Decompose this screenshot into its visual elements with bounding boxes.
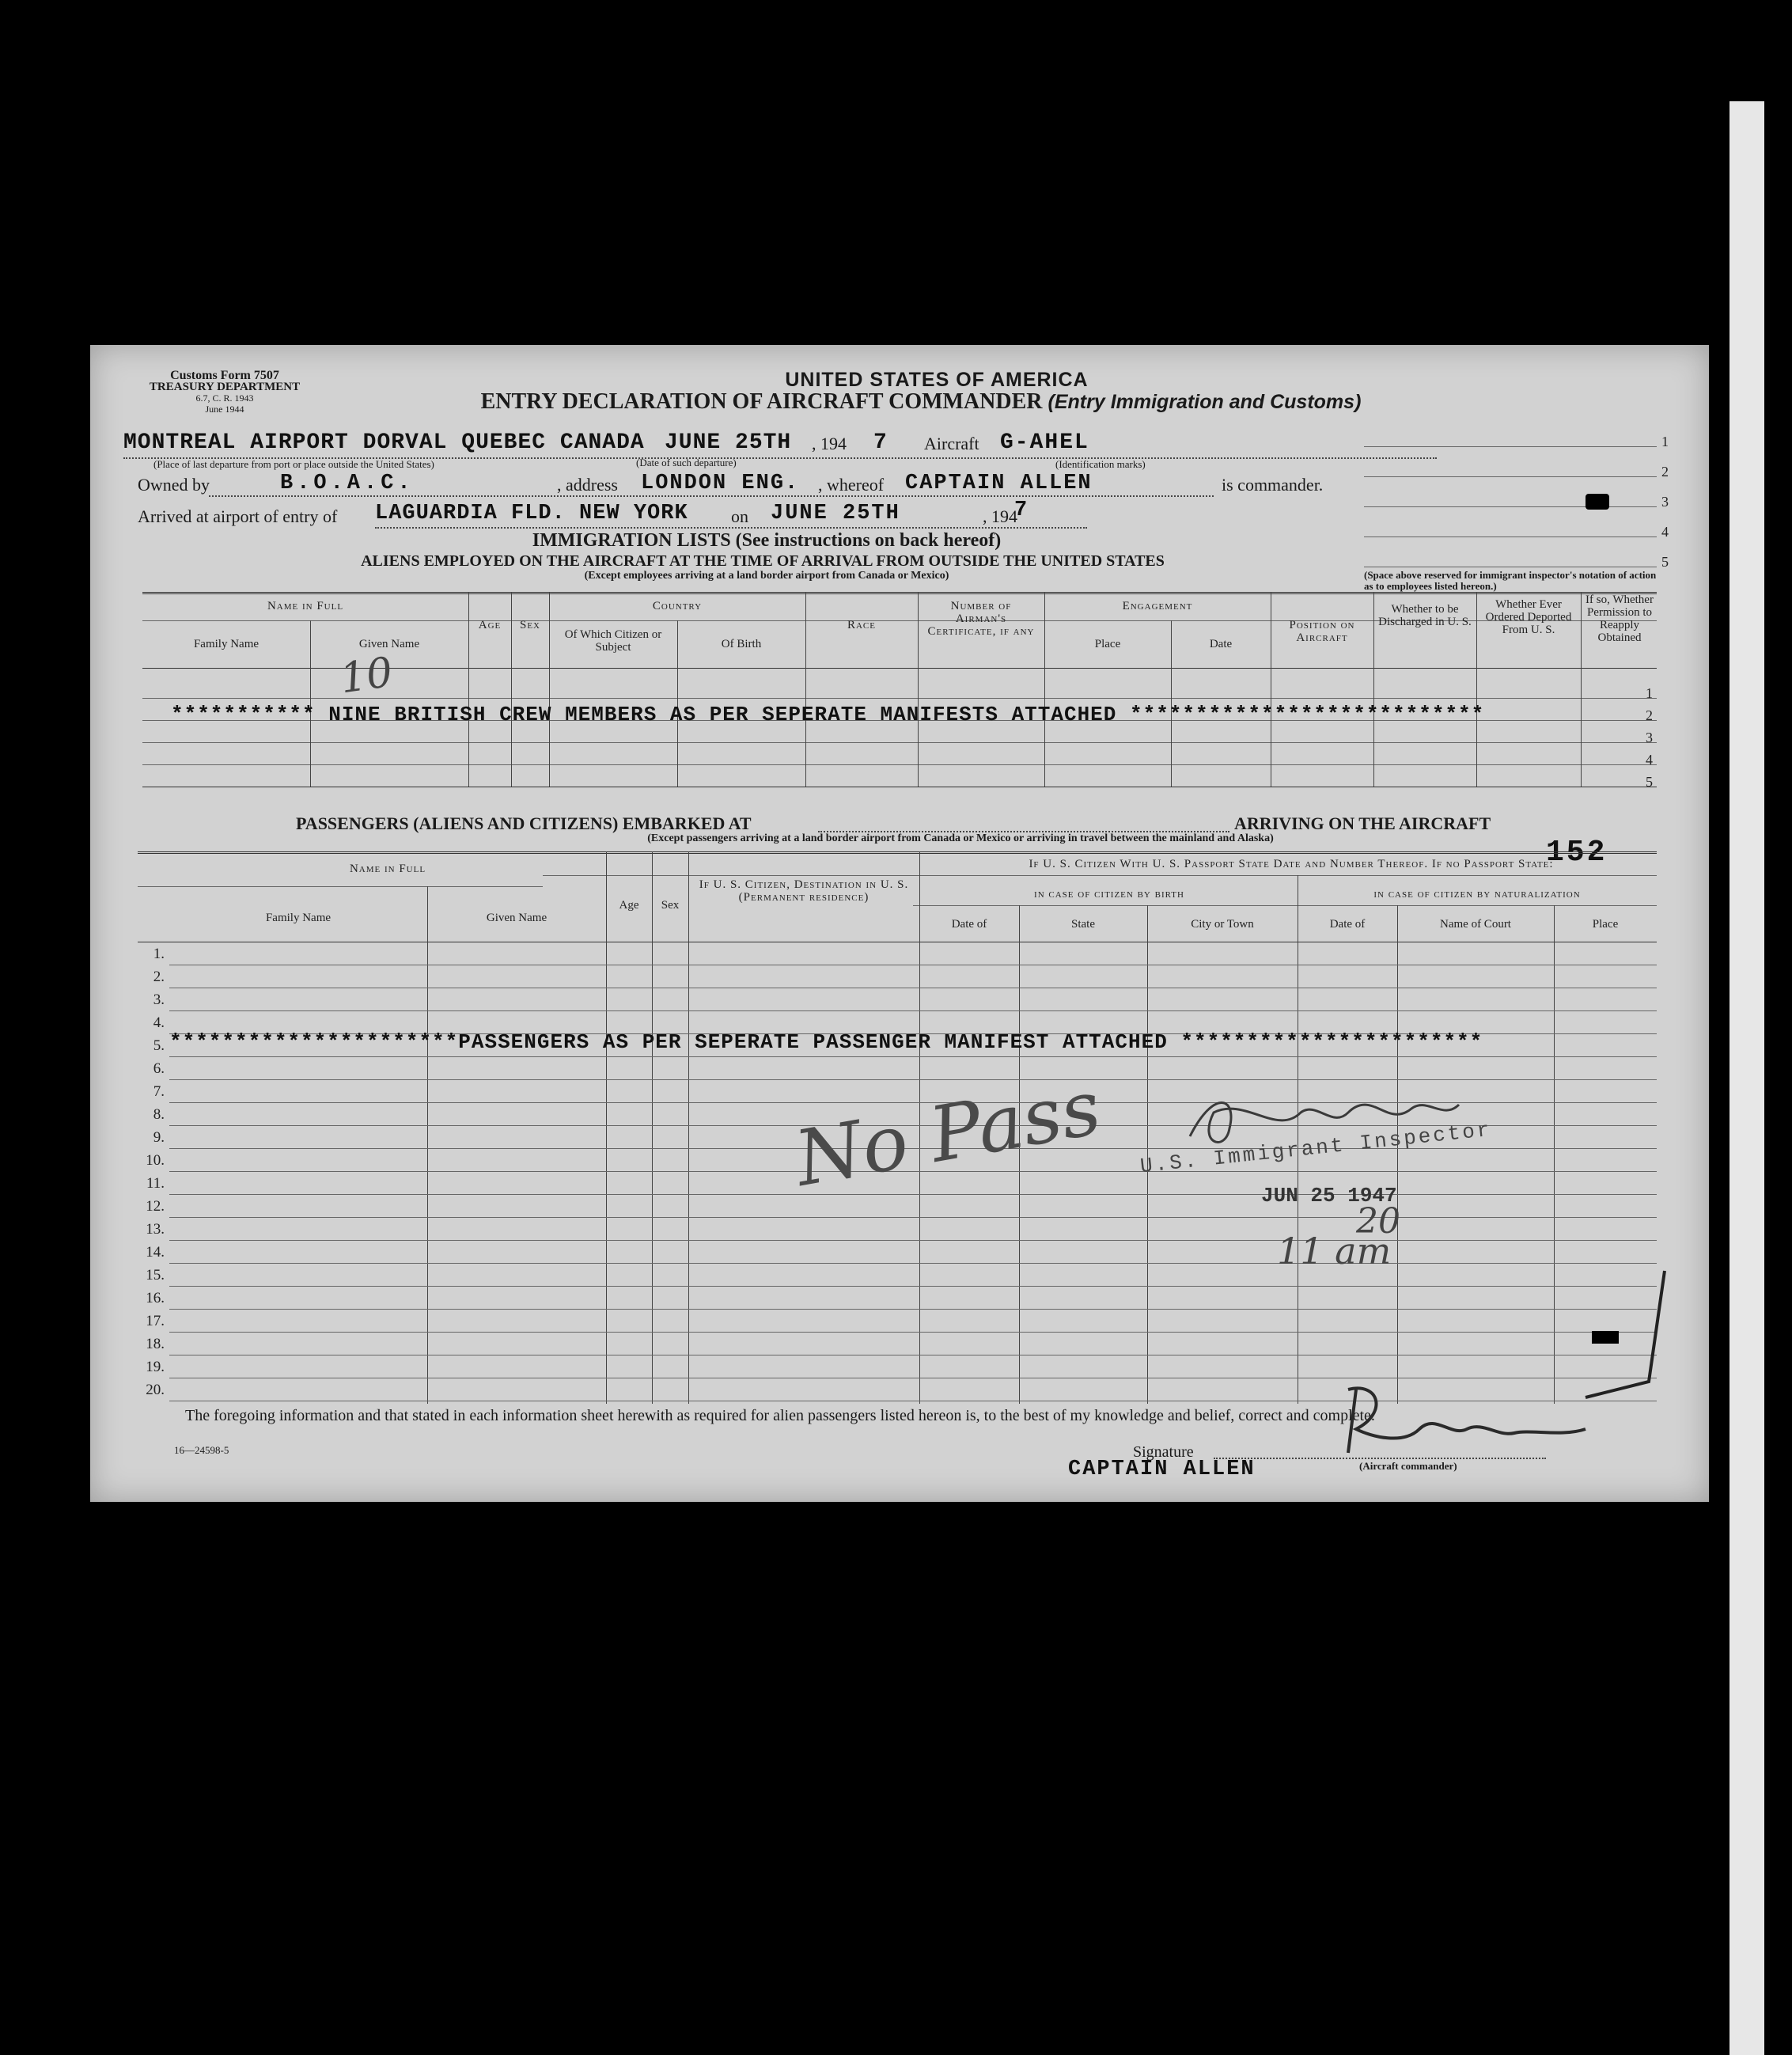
crew-header-permission: If so, Whether Permission to Reapply Obtained: [1586, 593, 1654, 644]
passengers-heading-right: ARRIVING ON THE AIRCRAFT: [1234, 813, 1491, 833]
crew-header-country: Country: [652, 600, 703, 612]
passenger-entry: **********************PASSENGERS AS PER SEPERATE PASSENGER MANIFEST ATTACHED ***********************: [169, 1030, 1483, 1054]
crew-row-number: 5: [1646, 774, 1653, 790]
handwritten-no-pass: No Pass: [789, 1063, 1108, 1204]
passenger-row-number: 17.: [146, 1313, 165, 1329]
form-title: [328, 389, 1514, 415]
pass-header-by-birth: in case of citizen by birth: [1034, 888, 1184, 900]
print-code: 16—24598-5: [174, 1444, 229, 1456]
arrival-year-prefix: , 194: [983, 506, 1017, 526]
passenger-row-number: 3.: [153, 991, 165, 1008]
passenger-row-number: 15.: [146, 1267, 165, 1283]
form-department: TREASURY DEPARTMENT: [149, 381, 301, 393]
pass-header-family: Family Name: [265, 912, 332, 924]
passenger-row-line: [169, 1332, 1657, 1333]
stamp-date: JUN 25 1947: [1261, 1184, 1397, 1208]
passenger-count: 152: [1546, 836, 1608, 870]
passenger-row-number: 7.: [153, 1083, 165, 1100]
certification-statement: The foregoing information and that stated in each information sheet herewith as required for alien passengers listed hereon is, to the best of my knowledge and belief, correct and complete.: [185, 1407, 1375, 1424]
whereof-label: , whereof: [818, 475, 885, 495]
immigration-lists-heading: IMMIGRATION LISTS (See instructions on back hereof): [532, 530, 1002, 551]
crew-handwritten-count: 10: [337, 648, 396, 703]
passenger-row-line: [169, 1056, 1657, 1057]
passenger-row-line: [169, 1217, 1657, 1218]
owned-by-label: Owned by: [138, 475, 210, 495]
aircraft-label: Aircraft: [924, 434, 979, 453]
passenger-row-number: 13.: [146, 1221, 165, 1238]
passenger-row-number: 8.: [153, 1106, 165, 1123]
signer-caption: (Aircraft commander): [1359, 1460, 1457, 1472]
passenger-row-number: 14.: [146, 1244, 165, 1261]
ink-blot: [1592, 1331, 1619, 1344]
passenger-row-line: [169, 1286, 1657, 1287]
country-title: UNITED STATES OF AMERICA: [785, 369, 1089, 391]
crew-header-cert: Number of Airman's Certificate, if any: [927, 600, 1035, 638]
form-date: June 1944: [205, 404, 244, 415]
passenger-row-line: [169, 1194, 1657, 1195]
pass-header-name: Name in Full: [349, 863, 426, 875]
passenger-row-number: 18.: [146, 1336, 165, 1352]
adjacent-page-strip: [1729, 101, 1764, 2055]
arrived-label: Arrived at airport of entry of: [138, 506, 338, 526]
arrival-on-label: on: [731, 506, 748, 526]
owner-address: LONDON ENG.: [641, 472, 800, 495]
crew-header-deported: Whether Ever Ordered Deported From U. S.: [1485, 598, 1572, 636]
crew-entry: *********** NINE BRITISH CREW MEMBERS AS PER SEPERATE MANIFESTS ATTACHED ***************************: [171, 703, 1485, 726]
crew-table: [142, 592, 1657, 829]
pass-header-city: City or Town: [1191, 918, 1254, 931]
ident-marks-caption: (Identification marks): [1055, 458, 1146, 470]
departure-date-caption: (Date of such departure): [636, 457, 737, 468]
crew-header-position: Position on Aircraft: [1289, 619, 1355, 644]
departure-year-prefix: , 194: [812, 434, 847, 453]
crew-header-birth: Of Birth: [721, 638, 762, 650]
passenger-row-number: 20.: [146, 1382, 165, 1398]
inspector-line-number: 1: [1661, 434, 1669, 449]
form-cr: 6.7, C. R. 1943: [195, 392, 254, 404]
crew-header-place: Place: [1094, 638, 1121, 650]
arrival-date: JUNE 25TH: [771, 502, 900, 525]
inspector-signature: [1182, 1081, 1625, 1168]
owner-name: B.O.A.C.: [280, 472, 415, 495]
address-label: , address: [557, 475, 618, 495]
passenger-row-line: [169, 1079, 1657, 1080]
inspector-line-number: 5: [1661, 554, 1669, 570]
passenger-row-number: 12.: [146, 1198, 165, 1215]
form-title-main: ENTRY DECLARATION OF AIRCRAFT COMMANDER: [480, 389, 1043, 414]
arrival-year-digit: 7: [1014, 499, 1029, 522]
passengers-note: (Except passengers arriving at a land border airport from Canada or Mexico or arriving in travel between the mainland and Alaska): [647, 832, 1274, 844]
pass-header-state: State: [1071, 918, 1095, 931]
crew-header-age: Age: [478, 619, 502, 631]
pass-header-age: Age: [619, 899, 639, 912]
inspector-line-number: 3: [1661, 494, 1669, 510]
crew-header-engagement: Engagement: [1122, 600, 1193, 612]
passenger-row-number: 6.: [153, 1060, 165, 1077]
crew-header-given: Given Name: [358, 638, 420, 650]
crew-header-name: Name in Full: [267, 600, 344, 612]
pass-header-given: Given Name: [486, 912, 547, 924]
inspector-line-number: 2: [1661, 464, 1669, 480]
passenger-row-line: [169, 1240, 1657, 1241]
crew-header-sex: Sex: [519, 619, 540, 631]
crew-row-number: 4: [1646, 752, 1653, 768]
arrival-airport: LAGUARDIA FLD. NEW YORK: [375, 502, 688, 525]
form-id-block: [130, 370, 320, 415]
passengers-heading: PASSENGERS (ALIENS AND CITIZENS) EMBARKED AT: [296, 813, 752, 833]
aircraft-id: G-AHEL: [1000, 430, 1089, 455]
passenger-row-number: 16.: [146, 1290, 165, 1306]
departure-date: JUNE 25TH: [665, 430, 792, 455]
passenger-row-line: [169, 1010, 1657, 1011]
crew-header-race: Race: [847, 619, 876, 631]
pass-header-court: Name of Court: [1440, 918, 1511, 931]
crew-header-citizen: Of Which Citizen or Subject: [564, 628, 662, 654]
crew-row-number: 2: [1646, 707, 1653, 723]
commander-name: CAPTAIN ALLEN: [905, 472, 1093, 495]
departure-place-caption: (Place of last departure from port or place outside the United States): [153, 458, 434, 470]
pass-header-destination: If U. S. Citizen, Destination in U. S. (Permanent residence): [699, 878, 909, 904]
pass-header-place: Place: [1592, 918, 1619, 931]
crew-row-number: 3: [1646, 730, 1653, 745]
stamp-code: 20: [1356, 1201, 1400, 1242]
departure-place: MONTREAL AIRPORT DORVAL QUEBEC CANADA: [123, 430, 645, 455]
entry-declaration-form: [90, 345, 1709, 1502]
pass-header-passport: If U. S. Citizen With U. S. Passport State Date and Number Thereof. If no Passport State:: [1029, 858, 1554, 870]
form-number: Customs Form 7507: [170, 369, 279, 382]
inspector-caption: (Space above reserved for immigrant inspector's notation of action as to employees listed hereon.): [1364, 569, 1657, 592]
passenger-row-number: 9.: [153, 1129, 165, 1146]
passenger-row-number: 1.: [153, 946, 165, 962]
inspector-line-number: 4: [1661, 524, 1669, 540]
crew-subheading: ALIENS EMPLOYED ON THE AIRCRAFT AT THE TIME OF ARRIVAL FROM OUTSIDE THE UNITED STATES: [361, 552, 1165, 570]
signature-label: Signature: [1133, 1443, 1194, 1461]
form-title-suffix: (Entry Immigration and Customs): [1048, 391, 1362, 413]
crew-note: (Except employees arriving at a land border airport from Canada or Mexico): [584, 570, 949, 582]
crew-header-date: Date: [1209, 638, 1233, 650]
passenger-row-number: 11.: [146, 1175, 165, 1192]
stamp-time: 11 am: [1277, 1230, 1392, 1272]
commander-suffix: is commander.: [1222, 475, 1324, 495]
ink-blot: [1586, 494, 1609, 510]
passenger-row-number: 5.: [153, 1037, 165, 1054]
crew-row-number: 1: [1646, 685, 1653, 701]
passenger-row-number: 4.: [153, 1014, 165, 1031]
signer-name: CAPTAIN ALLEN: [1068, 1458, 1256, 1481]
passenger-row-line: [169, 1263, 1657, 1264]
crew-header-family: Family Name: [193, 638, 260, 650]
pass-header-by-naturalization: in case of citizen by naturalization: [1373, 888, 1581, 900]
passenger-row-number: 19.: [146, 1359, 165, 1375]
crew-header-discharged: Whether to be Discharged in U. S.: [1378, 603, 1472, 628]
passenger-row-number: 10.: [146, 1152, 165, 1169]
passenger-row-line: [169, 1309, 1657, 1310]
inspector-stamp: U.S. Immigrant Inspector: [1138, 1117, 1493, 1179]
departure-year-digit: 7: [873, 430, 888, 455]
passenger-row-number: 2.: [153, 969, 165, 985]
pass-header-nat-date: Date of: [1329, 918, 1366, 931]
pass-header-date: Date of: [951, 918, 987, 931]
pass-header-sex: Sex: [661, 899, 680, 912]
